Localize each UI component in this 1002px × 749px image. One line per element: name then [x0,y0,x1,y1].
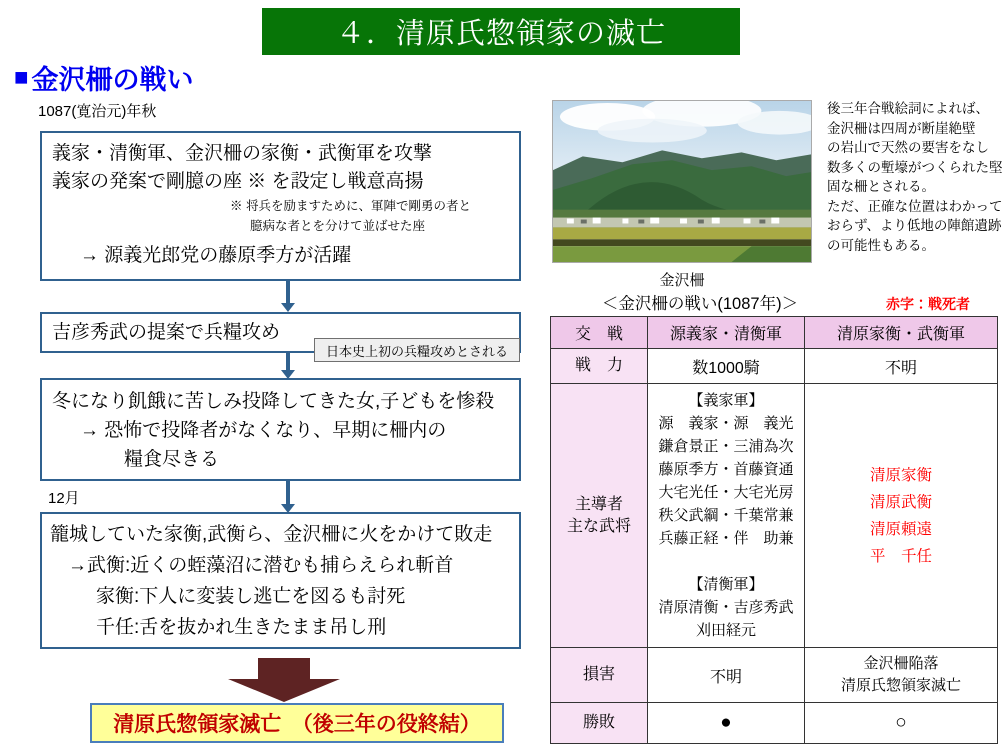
commanders-side-b-cell [805,384,998,648]
table-row-outcome [551,703,998,744]
photo-caption: 金沢柵 [659,272,705,289]
commander-line: 藤原季方・首藤資通 [658,461,794,478]
battle-table [550,316,998,744]
outcome-side-b-cell: ○ [805,703,998,744]
flow-box-fall [40,512,521,649]
callout-note [314,338,520,362]
row-label-line: 主導者 [574,495,623,513]
casualty-commander-line: 清原家衡 [869,466,932,484]
side-note [827,99,1002,255]
flow-box-starvation [40,378,521,481]
side-note-line: 金沢柵は四周が断崖絶壁 [827,120,976,136]
damage-side-a-cell: 不明 [648,648,805,703]
slide-title-bar [262,8,740,55]
flow-text-line: 義家の発案で剛臆の座 ※ を設定し戦意高揚 [52,171,424,192]
strength-side-b-cell: 不明 [805,349,998,384]
flow-text-line: → 恐怖で投降者がなくなり、早期に柵内の [80,420,447,441]
commander-line: 秩父武綱・千葉常兼 [658,507,794,524]
table-row-damage [551,648,998,703]
flow-text-line: 家衡:下人に変装し逃亡を図るも討死 [96,586,406,607]
conclusion-text: 清原氏惣領家滅亡 （後三年の役終結） [113,713,481,736]
flow-text-line: →武衡:近くの蛭藻沼に潜むも捕らえられ斬首 [68,555,454,576]
header-side-a-cell: 源義家・清衡軍 [648,317,805,349]
down-arrow-icon [281,281,295,312]
slide-title: ４．清原氏惣領家の滅亡 [335,18,666,50]
army-group-title: 【義家軍】 [688,392,764,409]
header-side-b-cell: 清原家衡・武衡軍 [805,317,998,349]
row-label-cell: 損害 [551,648,648,703]
conclusion-banner [90,703,504,743]
row-label-cell: 勝敗 [551,703,648,744]
commander-line: 刈田経元 [695,622,756,639]
casualty-commander-line: 平 千任 [869,547,932,565]
flow-text-line: 冬になり飢餓に苦しみ投降してきた女,子どもを惨殺 [52,391,495,412]
flow-text-line: 義家・清衡軍、金沢柵の家衡・武衡軍を攻撃 [52,143,433,164]
side-note-line: の可能性もある。 [827,237,935,253]
date-label: 1087(寛治元)年秋 [38,103,157,120]
side-note-line: 固な柵とされる。 [827,179,935,194]
commander-line: 清原清衡・吉彦秀武 [658,599,794,616]
side-note-line: おらず、より低地の陣館遺跡 [827,218,1002,233]
side-note-line: ただ、正確な位置はわかって [827,198,1002,214]
casualty-commander-line: 清原武衡 [869,493,932,511]
damage-side-b-cell [805,648,998,703]
december-label: 12月 [48,490,80,507]
section-heading-text: 金沢柵の戦い [31,65,194,95]
blue-square-bullet-icon: ■ [14,63,29,91]
commander-line: 大宅光任・大宅光房 [658,484,794,501]
flow-text-line: 籠城していた家衡,武衡ら、金沢柵に火をかけて敗走 [50,524,493,545]
table-row-header [551,317,998,349]
footnote-line: ※ 将兵を励ますために、軍陣で剛勇の者と [230,199,471,213]
big-down-arrow-icon [228,658,340,703]
outcome-side-a-cell: ● [648,703,805,744]
flow-text-line: 千任:舌を抜かれ生きたまま吊し刑 [96,617,387,638]
callout-text: 日本史上初の兵糧攻めとされる [325,343,508,359]
damage-line: 清原氏惣領家滅亡 [840,677,961,694]
flow-box-attack [40,131,521,281]
commanders-side-a-cell [648,384,805,648]
header-label-cell: 交 戦 [551,317,648,349]
down-arrow-icon [281,481,295,513]
army-group-title: 【清衡軍】 [688,576,764,593]
casualty-legend: 赤字：戦死者 [886,296,970,312]
row-label-cell [551,384,648,648]
kanazawa-stockade-photo [552,100,812,263]
table-row-commanders [551,384,998,648]
side-note-line: 数多くの塹壕がつくられた堅 [827,159,1002,175]
section-heading [14,58,194,97]
strength-side-a-cell: 数1000騎 [648,349,805,384]
commander-line: 源 義家・源 義光 [658,415,794,432]
side-note-line: の岩山で天然の要害をなし [827,140,989,155]
footnote-line: 臆病な者とを分けて並ばせた座 [250,219,426,233]
battle-table-title: ＜金沢柵の戦い(1087年)＞ [601,295,799,313]
down-arrow-icon [281,353,295,379]
row-label-line: 主な武将 [566,517,631,535]
table-row-strength [551,349,998,384]
row-label-cell: 戦 力 [551,349,648,384]
side-note-line: 後三年合戦絵詞によれば、 [827,101,989,116]
commander-line: 鎌倉景正・三浦為次 [658,438,794,455]
flow-text-line: 糧食尽きる [124,449,220,470]
damage-line: 金沢柵陥落 [863,655,939,672]
casualty-commander-line: 清原頼遠 [869,520,932,538]
commander-line: 兵藤正経・伴 助兼 [658,530,794,547]
flow-text-line: 吉彦秀武の提案で兵糧攻め [52,321,281,343]
flow-result-line: → 源義光郎党の藤原季方が活躍 [80,245,352,266]
